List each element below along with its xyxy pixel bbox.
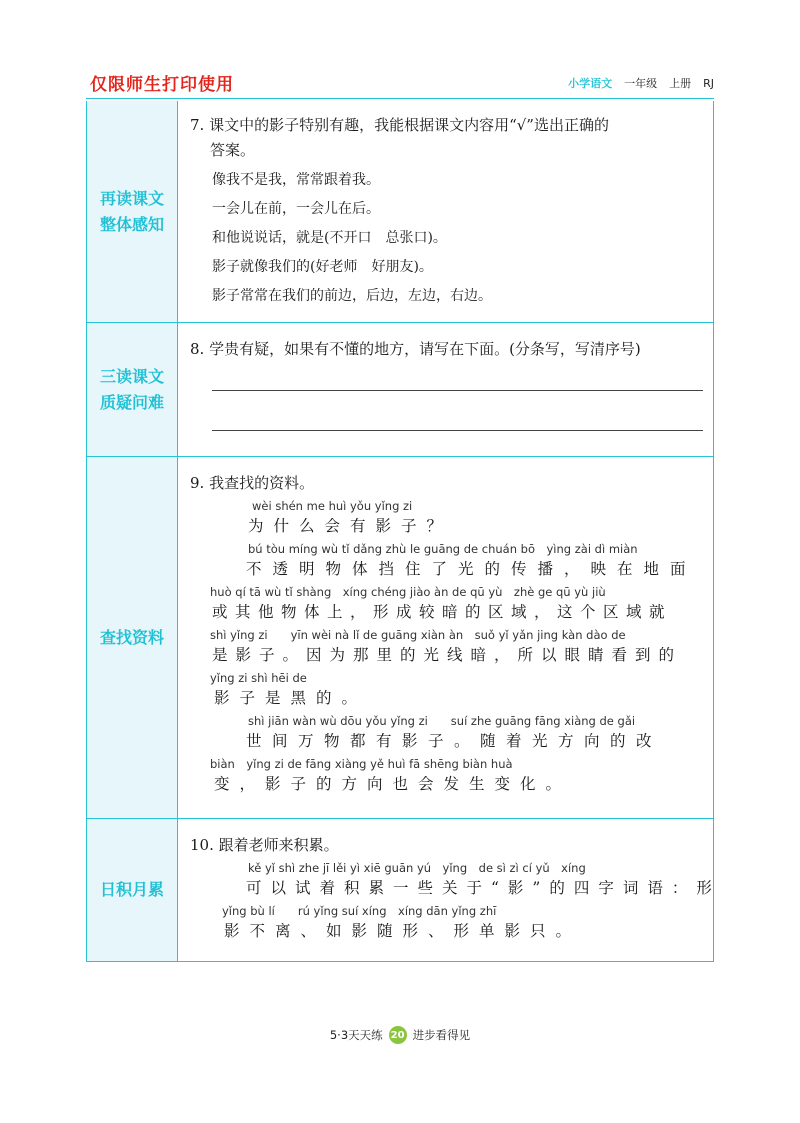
pinyin-line: huò qí tā wù tǐ shàng xíng chéng jiào àn de qū yù zhè ge qū yù jiù bbox=[210, 585, 606, 599]
question-title: 7. 课文中的影子特别有趣，我能根据课文内容用“√”选出正确的 bbox=[190, 116, 609, 134]
text-line: 一会儿在前，一会儿在后。 bbox=[212, 201, 380, 217]
pinyin-line: shì jiān wàn wù dōu yǒu yǐng zi suí zhe guāng fāng xiàng de gǎi bbox=[248, 714, 636, 728]
label-line: 查找资料 bbox=[99, 627, 164, 647]
edition-label: RJ bbox=[703, 77, 714, 90]
book-info bbox=[568, 75, 714, 91]
pinyin-line: bú tòu míng wù tǐ dǎng zhù le guāng de chuán bō yìng zài dì miàn bbox=[248, 542, 638, 556]
grade-label: 一年级 bbox=[624, 77, 658, 90]
series-slogan: 进步看得见 bbox=[412, 1028, 471, 1042]
text-line: 是影子。因为那里的光线暗，所以眼睛看到的 bbox=[212, 646, 683, 664]
section-label bbox=[87, 101, 178, 322]
question-9 bbox=[178, 457, 713, 818]
section-reread bbox=[87, 101, 713, 322]
label-line: 日积月累 bbox=[99, 880, 164, 899]
text-line: 世间万物都有影子。随着光方向的改 bbox=[246, 732, 663, 750]
section-question bbox=[87, 322, 713, 456]
text-line: 可以试着积累一些关于“影”的四字词语：形 bbox=[246, 879, 721, 897]
text-line: 变，影子的方向也会发生变化。 bbox=[214, 775, 572, 793]
question-7 bbox=[178, 101, 713, 322]
pinyin-line: wèi shén me huì yǒu yǐng zi bbox=[252, 499, 413, 513]
choice-line[interactable]: 影子常常在我们的前边，后边，左边，右边。 bbox=[212, 288, 492, 304]
subject-label: 小学语文 bbox=[568, 77, 613, 90]
page-footer bbox=[0, 1026, 800, 1044]
pinyin-line: yǐng zi shì hēi de bbox=[210, 671, 307, 685]
pinyin-line: yǐng bù lí rú yǐng suí xíng xíng dān yǐng zhī bbox=[222, 904, 497, 918]
print-notice: 仅限师生打印使用 bbox=[90, 75, 234, 95]
label-line: 三读课文 bbox=[99, 366, 164, 386]
pinyin-line: kě yǐ shì zhe jī lěi yì xiē guān yú yǐng de sì zì cí yǔ xíng bbox=[248, 861, 586, 875]
text-line: 像我不是我，常常跟着我。 bbox=[212, 172, 380, 188]
section-accumulate bbox=[87, 818, 721, 961]
question-title: 8. 学贵有疑，如果有不懂的地方，请写在下面。(分条写，写清序号) bbox=[190, 340, 641, 358]
choice-line[interactable]: 和他说说话，就是(不开口 总张口)。 bbox=[212, 230, 447, 246]
text-line: 不透明物体挡住了光的传播，映在地面 bbox=[246, 560, 697, 578]
pinyin-line: biàn yǐng zi de fāng xiàng yě huì fā shēng biàn huà bbox=[210, 757, 513, 771]
text-line: 或其他物体上，形成较暗的区域，这个区域就 bbox=[212, 603, 673, 621]
text-line: 影不离、如影随形、形单影只。 bbox=[224, 922, 582, 940]
header-rule bbox=[86, 98, 714, 99]
label-line: 再读课文 bbox=[99, 188, 164, 208]
section-label bbox=[87, 819, 178, 961]
label-line: 整体感知 bbox=[99, 214, 164, 234]
section-label bbox=[87, 323, 178, 456]
section-research bbox=[87, 456, 713, 818]
answer-line-1[interactable] bbox=[212, 389, 703, 391]
pinyin-line: shì yǐng zi yīn wèi nà lǐ de guāng xiàn àn suǒ yǐ yǎn jing kàn dào de bbox=[210, 628, 626, 642]
question-8 bbox=[178, 323, 713, 456]
text-line: 影子是黑的。 bbox=[214, 689, 368, 707]
question-title-cont: 答案。 bbox=[210, 141, 256, 159]
section-label bbox=[87, 457, 178, 818]
answer-line-2[interactable] bbox=[212, 429, 703, 431]
exercise-table bbox=[86, 101, 721, 962]
page-number: 20 bbox=[389, 1026, 407, 1044]
series-name: 5·3天天练 bbox=[329, 1028, 383, 1042]
question-title: 9. 我查找的资料。 bbox=[190, 474, 315, 492]
question-title: 10. 跟着老师来积累。 bbox=[190, 836, 339, 854]
question-10 bbox=[178, 819, 731, 961]
label-line: 质疑问难 bbox=[99, 392, 164, 412]
text-line: 为什么会有影子？ bbox=[248, 517, 453, 535]
choice-line[interactable]: 影子就像我们的(好老师 好朋友)。 bbox=[212, 259, 433, 275]
volume-label: 上册 bbox=[669, 77, 692, 90]
